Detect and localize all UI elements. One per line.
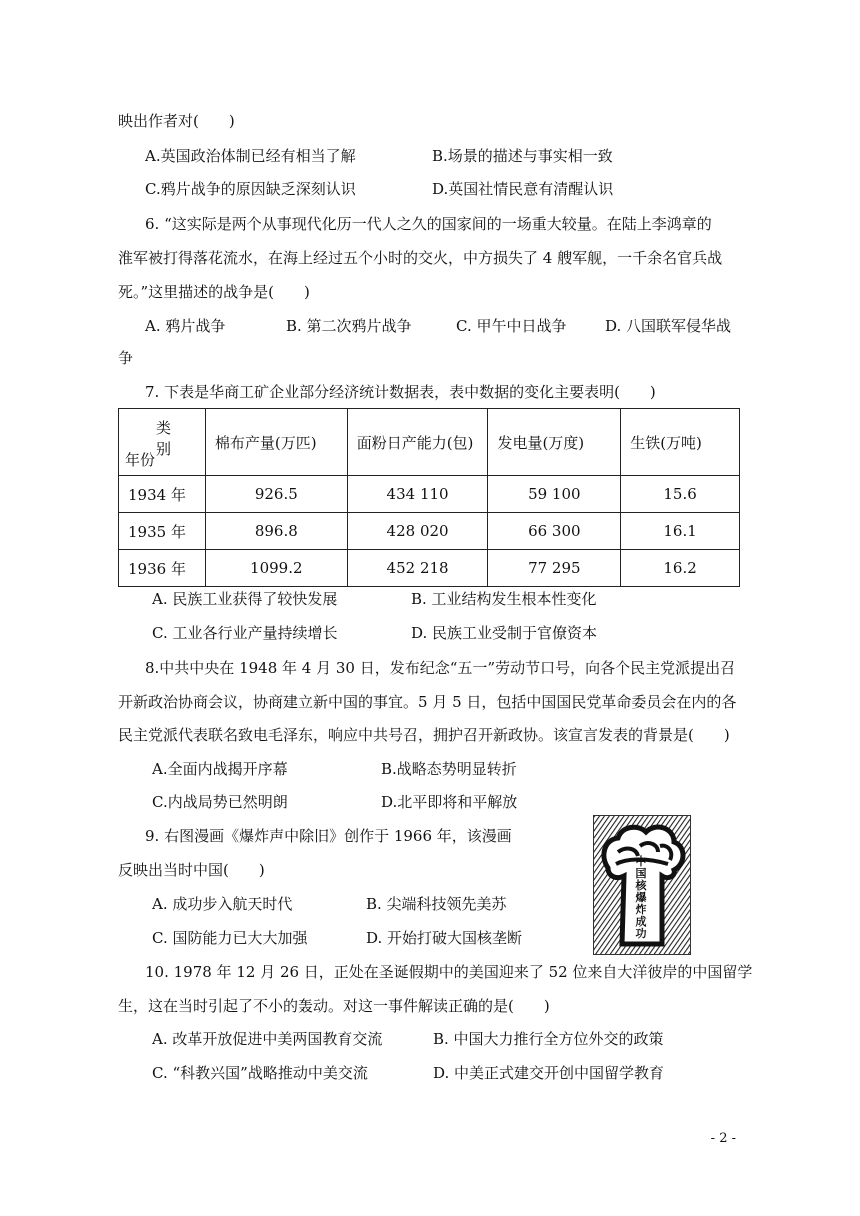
q8-option-d: D.北平即将和平解放: [381, 793, 518, 811]
table-corner-cell: [119, 409, 206, 476]
q10-stem-line2: 生，这在当时引起了不小的轰动。对这一事件解读正确的是( ): [118, 997, 550, 1015]
q6-option-b: B. 第二次鸦片战争: [286, 317, 412, 335]
corner-year-label: 年份: [125, 451, 156, 469]
q9-option-c: C. 国防能力已大大加强: [152, 929, 308, 947]
table-cell: 434 110: [347, 476, 488, 513]
q9-option-d: D. 开始打破大国核垄断: [366, 929, 523, 947]
q8-stem-line3: 民主党派代表联名致电毛泽东，响应中共号召，拥护召开新政协。该宣言发表的背景是( ): [118, 726, 730, 744]
table-header-cell: 生铁(万吨): [621, 409, 740, 476]
q9-stem-line1: 9. 右图漫画《爆炸声中除旧》创作于 1966 年，该漫画: [145, 827, 512, 845]
q10-option-c: C. “科教兴国”战略推动中美交流: [152, 1064, 368, 1082]
q8-stem-line2: 开新政治协商会议，协商建立新中国的事宜。5 月 5 日，包括中国国民党革命委员会在内的各: [118, 693, 737, 711]
table-cell: 926.5: [205, 476, 347, 513]
q6-stem-line1: 6. “这实际是两个从事现代化历一代人之久的国家间的一场重大较量。在陆上李鸿章的: [145, 215, 712, 233]
q5-option-a: A.英国政治体制已经有相当了解: [145, 147, 356, 165]
q6-option-c: C. 甲午中日战争: [456, 317, 567, 335]
q7-option-d: D. 民族工业受制于官僚资本: [411, 624, 598, 642]
table-cell: 59 100: [488, 476, 621, 513]
q10-option-d: D. 中美正式建交开创中国留学教育: [433, 1064, 665, 1082]
q5-option-b: B.场景的描述与事实相一致: [432, 147, 613, 165]
q7-option-c: C. 工业各行业产量持续增长: [152, 624, 338, 642]
table-cell: 66 300: [488, 513, 621, 550]
cartoon-caption: 中国核爆炸成功: [635, 855, 647, 940]
table-cell: 452 218: [347, 550, 488, 587]
q6-option-d: D. 八国联军侵华战: [605, 317, 732, 335]
q6-option-a: A. 鸦片战争: [145, 317, 226, 335]
q7-stem: 7. 下表是华商工矿企业部分经济统计数据表，表中数据的变化主要表明( ): [145, 383, 656, 401]
corner-category-label: 类别: [156, 419, 182, 458]
q6-stem-line3: 死。”这里描述的战争是( ): [118, 283, 310, 301]
q10-option-a: A. 改革开放促进中美两国教育交流: [152, 1030, 383, 1048]
table-header-row: [119, 409, 740, 476]
q6-option-d-wrap: 争: [118, 349, 134, 367]
table-row: [119, 550, 740, 587]
q8-option-a: A.全面内战揭开序幕: [152, 760, 288, 778]
q8-option-b: B.战略态势明显转折: [381, 760, 517, 778]
table-year-cell: 1936 年: [119, 550, 206, 587]
table-year-cell: 1935 年: [119, 513, 206, 550]
q6-stem-line2: 淮军被打得落花流水，在海上经过五个小时的交火，中方损失了 4 艘军舰，一千余名官兵战: [118, 249, 723, 267]
q10-option-b: B. 中国大力推行全方位外交的政策: [433, 1030, 664, 1048]
q9-stem-line2: 反映出当时中国( ): [118, 861, 265, 879]
intro-line: 映出作者对( ): [118, 112, 235, 130]
cartoon-image: [593, 815, 691, 955]
table-cell: 16.1: [621, 513, 740, 550]
q10-stem-line1: 10. 1978 年 12 月 26 日，正处在圣诞假期中的美国迎来了 52 位来自大洋彼岸的中国留学: [145, 963, 753, 981]
table-row: [119, 513, 740, 550]
table-header-cell: 面粉日产能力(包): [347, 409, 488, 476]
q5-option-c: C.鸦片战争的原因缺乏深刻认识: [145, 180, 356, 198]
table-cell: 428 020: [347, 513, 488, 550]
page-number: - 2 -: [710, 1131, 736, 1146]
q5-option-d: D.英国社情民意有清醒认识: [432, 180, 614, 198]
q7-option-b: B. 工业结构发生根本性变化: [411, 590, 597, 608]
q7-option-a: A. 民族工业获得了较快发展: [152, 590, 338, 608]
q9-option-a: A. 成功步入航天时代: [152, 895, 293, 913]
q9-option-b: B. 尖端科技领先美苏: [366, 895, 507, 913]
table-cell: 15.6: [621, 476, 740, 513]
q8-option-c: C.内战局势已然明朗: [152, 793, 288, 811]
table-cell: 77 295: [488, 550, 621, 587]
table-cell: 1099.2: [205, 550, 347, 587]
table-cell: 16.2: [621, 550, 740, 587]
table-row: [119, 476, 740, 513]
table-year-cell: 1934 年: [119, 476, 206, 513]
table-header-cell: 发电量(万度): [488, 409, 621, 476]
q7-data-table: [118, 408, 740, 587]
q8-stem-line1: 8.中共中央在 1948 年 4 月 30 日，发布纪念“五一”劳动节口号，向各个民主党派提出召: [145, 659, 736, 677]
table-cell: 896.8: [205, 513, 347, 550]
table-header-cell: 棉布产量(万匹): [205, 409, 347, 476]
